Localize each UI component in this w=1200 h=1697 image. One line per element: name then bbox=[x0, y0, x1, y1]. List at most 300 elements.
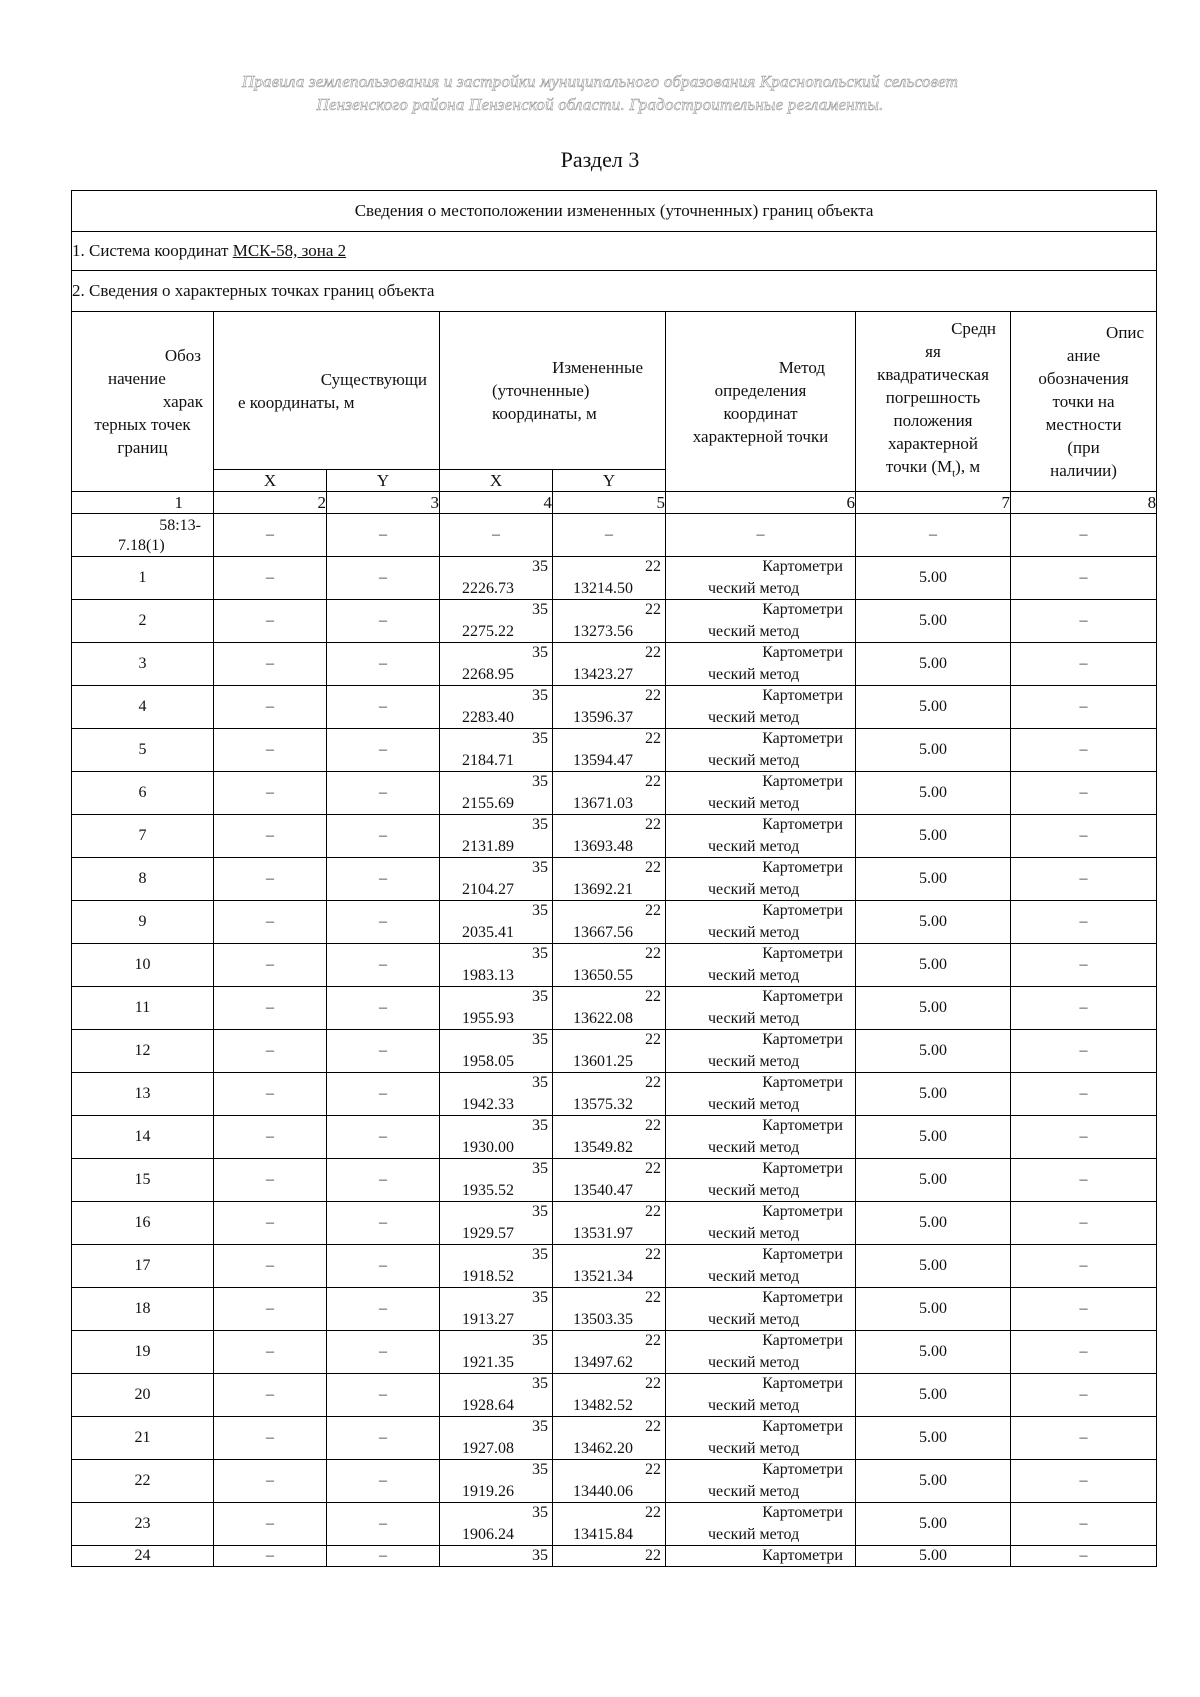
point-number: 19 bbox=[72, 1331, 214, 1374]
col-header-point-l5: границ bbox=[117, 438, 168, 457]
method-top: Картометри bbox=[762, 1160, 843, 1177]
col-header-accuracy bbox=[856, 312, 1011, 492]
changed-x bbox=[440, 557, 553, 600]
table-row bbox=[72, 1245, 1157, 1288]
changed-y bbox=[553, 1288, 666, 1331]
changed-y-prefix: 22 bbox=[645, 1289, 661, 1306]
description: – bbox=[1011, 1159, 1157, 1202]
table-row bbox=[72, 1159, 1157, 1202]
changed-y-prefix: 22 bbox=[645, 1547, 661, 1564]
table-row bbox=[72, 1374, 1157, 1417]
changed-y-value: 13693.48 bbox=[573, 838, 633, 855]
method-bottom: ческий метод bbox=[708, 795, 800, 812]
changed-y-prefix: 22 bbox=[645, 816, 661, 833]
changed-x-value: 1958.05 bbox=[462, 1053, 514, 1070]
table-title: Сведения о местоположении измененных (уточненных) границ объекта bbox=[72, 191, 1157, 232]
col-num-3: 3 bbox=[327, 492, 440, 514]
method-bottom: ческий метод bbox=[708, 580, 800, 597]
col-changed-x: X bbox=[440, 470, 553, 492]
changed-x-prefix: 35 bbox=[532, 1418, 548, 1435]
existing-x: – bbox=[214, 901, 327, 944]
changed-y-value: 13575.32 bbox=[573, 1096, 633, 1113]
method-top: Картометри bbox=[762, 816, 843, 833]
method-bottom: ческий метод bbox=[708, 1010, 800, 1027]
changed-x bbox=[440, 1030, 553, 1073]
points-title: 2. Сведения о характерных точках границ объекта bbox=[72, 271, 1157, 312]
description: – bbox=[1011, 1546, 1157, 1567]
changed-x bbox=[440, 1288, 553, 1331]
accuracy: 5.00 bbox=[856, 1331, 1011, 1374]
changed-x-prefix: 35 bbox=[532, 1504, 548, 1521]
changed-y-value: 13497.62 bbox=[573, 1354, 633, 1371]
existing-y: – bbox=[327, 944, 440, 987]
changed-y bbox=[553, 557, 666, 600]
accuracy: 5.00 bbox=[856, 1374, 1011, 1417]
table-row-parcel bbox=[72, 514, 1157, 557]
point-number: 7 bbox=[72, 815, 214, 858]
description: – bbox=[1011, 1202, 1157, 1245]
accuracy: 5.00 bbox=[856, 686, 1011, 729]
col-changed-y: Y bbox=[553, 470, 666, 492]
col-existing-x: X bbox=[214, 470, 327, 492]
description: – bbox=[1011, 944, 1157, 987]
existing-y: – bbox=[327, 1073, 440, 1116]
method-top: Картометри bbox=[762, 1375, 843, 1392]
column-numbers-row bbox=[72, 492, 1157, 514]
changed-x bbox=[440, 1417, 553, 1460]
changed-x-prefix: 35 bbox=[532, 601, 548, 618]
changed-y-value: 13671.03 bbox=[573, 795, 633, 812]
changed-y bbox=[553, 643, 666, 686]
changed-y bbox=[553, 772, 666, 815]
changed-x-value: 2226.73 bbox=[462, 580, 514, 597]
changed-x-prefix: 35 bbox=[532, 1031, 548, 1048]
existing-x: – bbox=[214, 1374, 327, 1417]
method-top: Картометри bbox=[762, 773, 843, 790]
method-cell bbox=[666, 1073, 856, 1116]
method-top: Картометри bbox=[762, 1246, 843, 1263]
changed-y-value: 13214.50 bbox=[573, 580, 633, 597]
changed-y bbox=[553, 1417, 666, 1460]
col-header-accuracy-l6: характерной bbox=[887, 434, 979, 454]
accuracy: 5.00 bbox=[856, 987, 1011, 1030]
method-top: Картометри bbox=[762, 1504, 843, 1521]
col-num-5: 5 bbox=[553, 492, 666, 514]
col-header-point-l2: начение bbox=[108, 369, 166, 388]
coord-system bbox=[72, 232, 1157, 271]
changed-y bbox=[553, 901, 666, 944]
changed-y bbox=[553, 1202, 666, 1245]
col-header-accuracy-l1: Средн bbox=[951, 319, 996, 339]
changed-x bbox=[440, 1073, 553, 1116]
parcel-id-top: 58:13- bbox=[159, 517, 201, 534]
changed-y-prefix: 22 bbox=[645, 1203, 661, 1220]
method-top: Картометри bbox=[762, 945, 843, 962]
description: – bbox=[1011, 1331, 1157, 1374]
changed-y-value: 13521.34 bbox=[573, 1268, 633, 1285]
col-header-method-l2: определения bbox=[714, 380, 807, 400]
changed-x-prefix: 35 bbox=[532, 1117, 548, 1134]
changed-y-prefix: 22 bbox=[645, 945, 661, 962]
table-row bbox=[72, 686, 1157, 729]
method-top: Картометри bbox=[762, 988, 843, 1005]
method-top: Картометри bbox=[762, 902, 843, 919]
changed-y-prefix: 22 bbox=[645, 730, 661, 747]
col-header-description-l4: точки на bbox=[1052, 392, 1115, 411]
point-number: 21 bbox=[72, 1417, 214, 1460]
table-row bbox=[72, 1073, 1157, 1116]
point-number: 2 bbox=[72, 600, 214, 643]
changed-y-value: 13667.56 bbox=[573, 924, 633, 941]
description: – bbox=[1011, 858, 1157, 901]
method-bottom: ческий метод bbox=[708, 709, 800, 726]
existing-x: – bbox=[214, 1245, 327, 1288]
changed-y-prefix: 22 bbox=[645, 687, 661, 704]
changed-x bbox=[440, 1503, 553, 1546]
method-bottom: ческий метод bbox=[708, 1354, 800, 1371]
existing-x: – bbox=[214, 600, 327, 643]
accuracy: 5.00 bbox=[856, 1245, 1011, 1288]
point-number: 11 bbox=[72, 987, 214, 1030]
changed-x-value: 1942.33 bbox=[462, 1096, 514, 1113]
changed-y bbox=[553, 1030, 666, 1073]
method-top: Картометри bbox=[762, 1074, 843, 1091]
changed-y-prefix: 22 bbox=[645, 1418, 661, 1435]
accuracy: 5.00 bbox=[856, 1288, 1011, 1331]
header-line-1: Правила землепользования и застройки муниципального образования Краснопольский сельсовет bbox=[241, 72, 959, 91]
col-header-accuracy-l2: яя bbox=[925, 342, 941, 362]
point-number: 12 bbox=[72, 1030, 214, 1073]
changed-x-value: 2275.22 bbox=[462, 623, 514, 640]
changed-x-value: 1919.26 bbox=[462, 1483, 514, 1500]
table-row bbox=[72, 1546, 1157, 1567]
changed-y bbox=[553, 1073, 666, 1116]
accuracy: 5.00 bbox=[856, 1030, 1011, 1073]
col-header-point-l3: харак bbox=[162, 392, 203, 411]
changed-x-value: 1913.27 bbox=[462, 1311, 514, 1328]
changed-x-value: 1935.52 bbox=[462, 1182, 514, 1199]
dash-cell: – bbox=[214, 514, 327, 557]
existing-y: – bbox=[327, 1116, 440, 1159]
changed-y bbox=[553, 987, 666, 1030]
point-number: 4 bbox=[72, 686, 214, 729]
changed-x-prefix: 35 bbox=[532, 902, 548, 919]
col-header-point-l4: терных точек bbox=[94, 415, 191, 434]
changed-y-value: 13423.27 bbox=[573, 666, 633, 683]
table-row bbox=[72, 1202, 1157, 1245]
method-bottom: ческий метод bbox=[708, 924, 800, 941]
point-number: 6 bbox=[72, 772, 214, 815]
existing-y: – bbox=[327, 729, 440, 772]
changed-x bbox=[440, 1546, 553, 1567]
existing-y: – bbox=[327, 1546, 440, 1567]
method-cell bbox=[666, 729, 856, 772]
point-number: 3 bbox=[72, 643, 214, 686]
changed-x bbox=[440, 1245, 553, 1288]
changed-y-prefix: 22 bbox=[645, 1375, 661, 1392]
table-row bbox=[72, 1030, 1157, 1073]
col-header-changed-l3: координаты, м bbox=[492, 404, 597, 423]
col-header-existing-l2: е координаты, м bbox=[238, 392, 355, 412]
col-header-description-l2: ание bbox=[1066, 346, 1101, 365]
changed-y-prefix: 22 bbox=[645, 902, 661, 919]
point-number: 14 bbox=[72, 1116, 214, 1159]
changed-x bbox=[440, 1202, 553, 1245]
changed-y-value: 13440.06 bbox=[573, 1483, 633, 1500]
changed-x bbox=[440, 815, 553, 858]
method-top: Картометри bbox=[762, 730, 843, 747]
existing-y: – bbox=[327, 600, 440, 643]
changed-x-value: 1906.24 bbox=[462, 1526, 514, 1543]
method-cell bbox=[666, 772, 856, 815]
changed-y bbox=[553, 686, 666, 729]
changed-x bbox=[440, 1460, 553, 1503]
existing-y: – bbox=[327, 772, 440, 815]
method-cell bbox=[666, 1331, 856, 1374]
col-header-existing-l1: Существующи bbox=[320, 369, 427, 389]
point-number: 22 bbox=[72, 1460, 214, 1503]
table-row bbox=[72, 1460, 1157, 1503]
col-header-accuracy-l7a: точки (М bbox=[885, 457, 953, 477]
table-row bbox=[72, 987, 1157, 1030]
col-num-8: 8 bbox=[1011, 492, 1157, 514]
changed-y-value: 13503.35 bbox=[573, 1311, 633, 1328]
changed-y-prefix: 22 bbox=[645, 644, 661, 661]
existing-x: – bbox=[214, 1288, 327, 1331]
col-num-1: 1 bbox=[72, 492, 214, 514]
accuracy: 5.00 bbox=[856, 557, 1011, 600]
dash-cell: – bbox=[327, 514, 440, 557]
col-header-accuracy-sub: t bbox=[952, 467, 956, 480]
table-row bbox=[72, 772, 1157, 815]
accuracy: 5.00 bbox=[856, 944, 1011, 987]
changed-y bbox=[553, 1116, 666, 1159]
point-number: 1 bbox=[72, 557, 214, 600]
method-cell bbox=[666, 1030, 856, 1073]
method-bottom: ческий метод bbox=[708, 1268, 800, 1285]
accuracy: 5.00 bbox=[856, 729, 1011, 772]
method-bottom: ческий метод bbox=[708, 1526, 800, 1543]
changed-y bbox=[553, 1245, 666, 1288]
changed-x-prefix: 35 bbox=[532, 1461, 548, 1478]
point-number: 24 bbox=[72, 1546, 214, 1567]
description: – bbox=[1011, 987, 1157, 1030]
changed-x-prefix: 35 bbox=[532, 1332, 548, 1349]
description: – bbox=[1011, 1374, 1157, 1417]
changed-y-prefix: 22 bbox=[645, 1246, 661, 1263]
table-row bbox=[72, 901, 1157, 944]
existing-x: – bbox=[214, 1116, 327, 1159]
point-number: 10 bbox=[72, 944, 214, 987]
existing-x: – bbox=[214, 1202, 327, 1245]
existing-y: – bbox=[327, 901, 440, 944]
changed-y-prefix: 22 bbox=[645, 1504, 661, 1521]
existing-y: – bbox=[327, 1331, 440, 1374]
changed-y-prefix: 22 bbox=[645, 988, 661, 1005]
coordinates-table bbox=[71, 190, 1157, 1567]
method-cell bbox=[666, 1288, 856, 1331]
changed-x bbox=[440, 1374, 553, 1417]
method-cell bbox=[666, 1159, 856, 1202]
description: – bbox=[1011, 643, 1157, 686]
method-top: Картометри bbox=[762, 1547, 843, 1564]
table-row bbox=[72, 1503, 1157, 1546]
col-header-method-l3: координат bbox=[723, 403, 798, 423]
changed-y-value: 13273.56 bbox=[573, 623, 633, 640]
method-cell bbox=[666, 1417, 856, 1460]
changed-x-prefix: 35 bbox=[532, 1074, 548, 1091]
table-row bbox=[72, 1331, 1157, 1374]
col-header-description-l3: обозначения bbox=[1038, 369, 1129, 388]
method-cell bbox=[666, 600, 856, 643]
changed-x-value: 1921.35 bbox=[462, 1354, 514, 1371]
existing-x: – bbox=[214, 1417, 327, 1460]
changed-y bbox=[553, 944, 666, 987]
changed-x-prefix: 35 bbox=[532, 816, 548, 833]
col-num-7: 7 bbox=[856, 492, 1011, 514]
method-bottom: ческий метод bbox=[708, 1483, 800, 1500]
changed-y-value: 13531.97 bbox=[573, 1225, 633, 1242]
changed-x-prefix: 35 bbox=[532, 558, 548, 575]
col-header-accuracy-l5: положения bbox=[893, 411, 973, 431]
accuracy: 5.00 bbox=[856, 1202, 1011, 1245]
existing-x: – bbox=[214, 1030, 327, 1073]
existing-x: – bbox=[214, 1073, 327, 1116]
accuracy: 5.00 bbox=[856, 1503, 1011, 1546]
changed-x-value: 2035.41 bbox=[462, 924, 514, 941]
changed-y-prefix: 22 bbox=[645, 1160, 661, 1177]
accuracy: 5.00 bbox=[856, 1116, 1011, 1159]
changed-x-prefix: 35 bbox=[532, 859, 548, 876]
changed-x bbox=[440, 858, 553, 901]
changed-x-value: 2155.69 bbox=[462, 795, 514, 812]
dash-cell: – bbox=[1011, 514, 1157, 557]
method-top: Картометри bbox=[762, 601, 843, 618]
method-cell bbox=[666, 643, 856, 686]
changed-y bbox=[553, 1331, 666, 1374]
changed-x bbox=[440, 643, 553, 686]
col-num-6: 6 bbox=[666, 492, 856, 514]
point-number: 5 bbox=[72, 729, 214, 772]
description: – bbox=[1011, 815, 1157, 858]
col-header-accuracy-l4: погрешность bbox=[885, 388, 981, 408]
existing-y: – bbox=[327, 643, 440, 686]
changed-x-prefix: 35 bbox=[532, 644, 548, 661]
dash-cell: – bbox=[440, 514, 553, 557]
method-cell bbox=[666, 944, 856, 987]
changed-x-prefix: 35 bbox=[532, 687, 548, 704]
accuracy: 5.00 bbox=[856, 1460, 1011, 1503]
changed-y-value: 13692.21 bbox=[573, 881, 633, 898]
changed-y-prefix: 22 bbox=[645, 773, 661, 790]
method-bottom: ческий метод bbox=[708, 1139, 800, 1156]
changed-x-value: 2131.89 bbox=[462, 838, 514, 855]
changed-x bbox=[440, 686, 553, 729]
col-num-2: 2 bbox=[214, 492, 327, 514]
method-top: Картометри bbox=[762, 687, 843, 704]
coord-system-value: МСК-58, зона 2 bbox=[232, 241, 347, 260]
changed-x-prefix: 35 bbox=[532, 945, 548, 962]
existing-x: – bbox=[214, 1460, 327, 1503]
table-row bbox=[72, 1116, 1157, 1159]
accuracy: 5.00 bbox=[856, 815, 1011, 858]
description: – bbox=[1011, 772, 1157, 815]
changed-y-value: 13601.25 bbox=[573, 1053, 633, 1070]
description: – bbox=[1011, 1116, 1157, 1159]
changed-x-value: 2104.27 bbox=[462, 881, 514, 898]
col-header-accuracy-l3: квадратическая bbox=[877, 365, 989, 385]
existing-x: – bbox=[214, 686, 327, 729]
changed-y bbox=[553, 1546, 666, 1567]
method-cell bbox=[666, 1374, 856, 1417]
col-header-existing bbox=[214, 312, 440, 470]
point-number: 18 bbox=[72, 1288, 214, 1331]
changed-y-value: 13462.20 bbox=[573, 1440, 633, 1457]
changed-x-prefix: 35 bbox=[532, 1246, 548, 1263]
changed-x-prefix: 35 bbox=[532, 1375, 548, 1392]
col-header-method bbox=[666, 312, 856, 492]
col-header-accuracy-l7 bbox=[856, 455, 1010, 485]
document-header bbox=[0, 70, 1200, 116]
col-header-changed-l2: (уточненные) bbox=[492, 381, 590, 400]
changed-y-value: 13482.52 bbox=[573, 1397, 633, 1414]
accuracy: 5.00 bbox=[856, 772, 1011, 815]
method-cell bbox=[666, 1202, 856, 1245]
changed-x-value: 1918.52 bbox=[462, 1268, 514, 1285]
col-header-changed-l1: Измененные bbox=[552, 358, 643, 377]
method-cell bbox=[666, 686, 856, 729]
col-existing-y: Y bbox=[327, 470, 440, 492]
point-number: 13 bbox=[72, 1073, 214, 1116]
existing-x: – bbox=[214, 557, 327, 600]
col-header-description-l5: местности bbox=[1045, 415, 1122, 434]
method-cell bbox=[666, 1116, 856, 1159]
method-bottom: ческий метод bbox=[708, 1225, 800, 1242]
changed-y-prefix: 22 bbox=[645, 859, 661, 876]
description: – bbox=[1011, 1503, 1157, 1546]
table-row bbox=[72, 600, 1157, 643]
method-bottom: ческий метод bbox=[708, 881, 800, 898]
changed-y-prefix: 22 bbox=[645, 1031, 661, 1048]
method-top: Картометри bbox=[762, 859, 843, 876]
method-bottom: ческий метод bbox=[708, 1096, 800, 1113]
changed-y-prefix: 22 bbox=[645, 1074, 661, 1091]
description: – bbox=[1011, 1245, 1157, 1288]
accuracy: 5.00 bbox=[856, 1417, 1011, 1460]
changed-x bbox=[440, 600, 553, 643]
accuracy: 5.00 bbox=[856, 600, 1011, 643]
description: – bbox=[1011, 729, 1157, 772]
method-bottom: ческий метод bbox=[708, 1053, 800, 1070]
col-header-method-l1: Метод bbox=[778, 357, 825, 377]
changed-y bbox=[553, 1503, 666, 1546]
table-row bbox=[72, 858, 1157, 901]
changed-x-value: 1927.08 bbox=[462, 1440, 514, 1457]
changed-y-prefix: 22 bbox=[645, 601, 661, 618]
changed-y bbox=[553, 600, 666, 643]
existing-y: – bbox=[327, 1159, 440, 1202]
point-number: 8 bbox=[72, 858, 214, 901]
changed-x bbox=[440, 901, 553, 944]
dash-cell: – bbox=[856, 514, 1011, 557]
method-cell bbox=[666, 557, 856, 600]
method-top: Картометри bbox=[762, 1203, 843, 1220]
col-num-4: 4 bbox=[440, 492, 553, 514]
method-bottom: ческий метод bbox=[708, 1397, 800, 1414]
changed-x bbox=[440, 772, 553, 815]
table-row bbox=[72, 643, 1157, 686]
col-header-description-l6: (при bbox=[1067, 438, 1100, 457]
